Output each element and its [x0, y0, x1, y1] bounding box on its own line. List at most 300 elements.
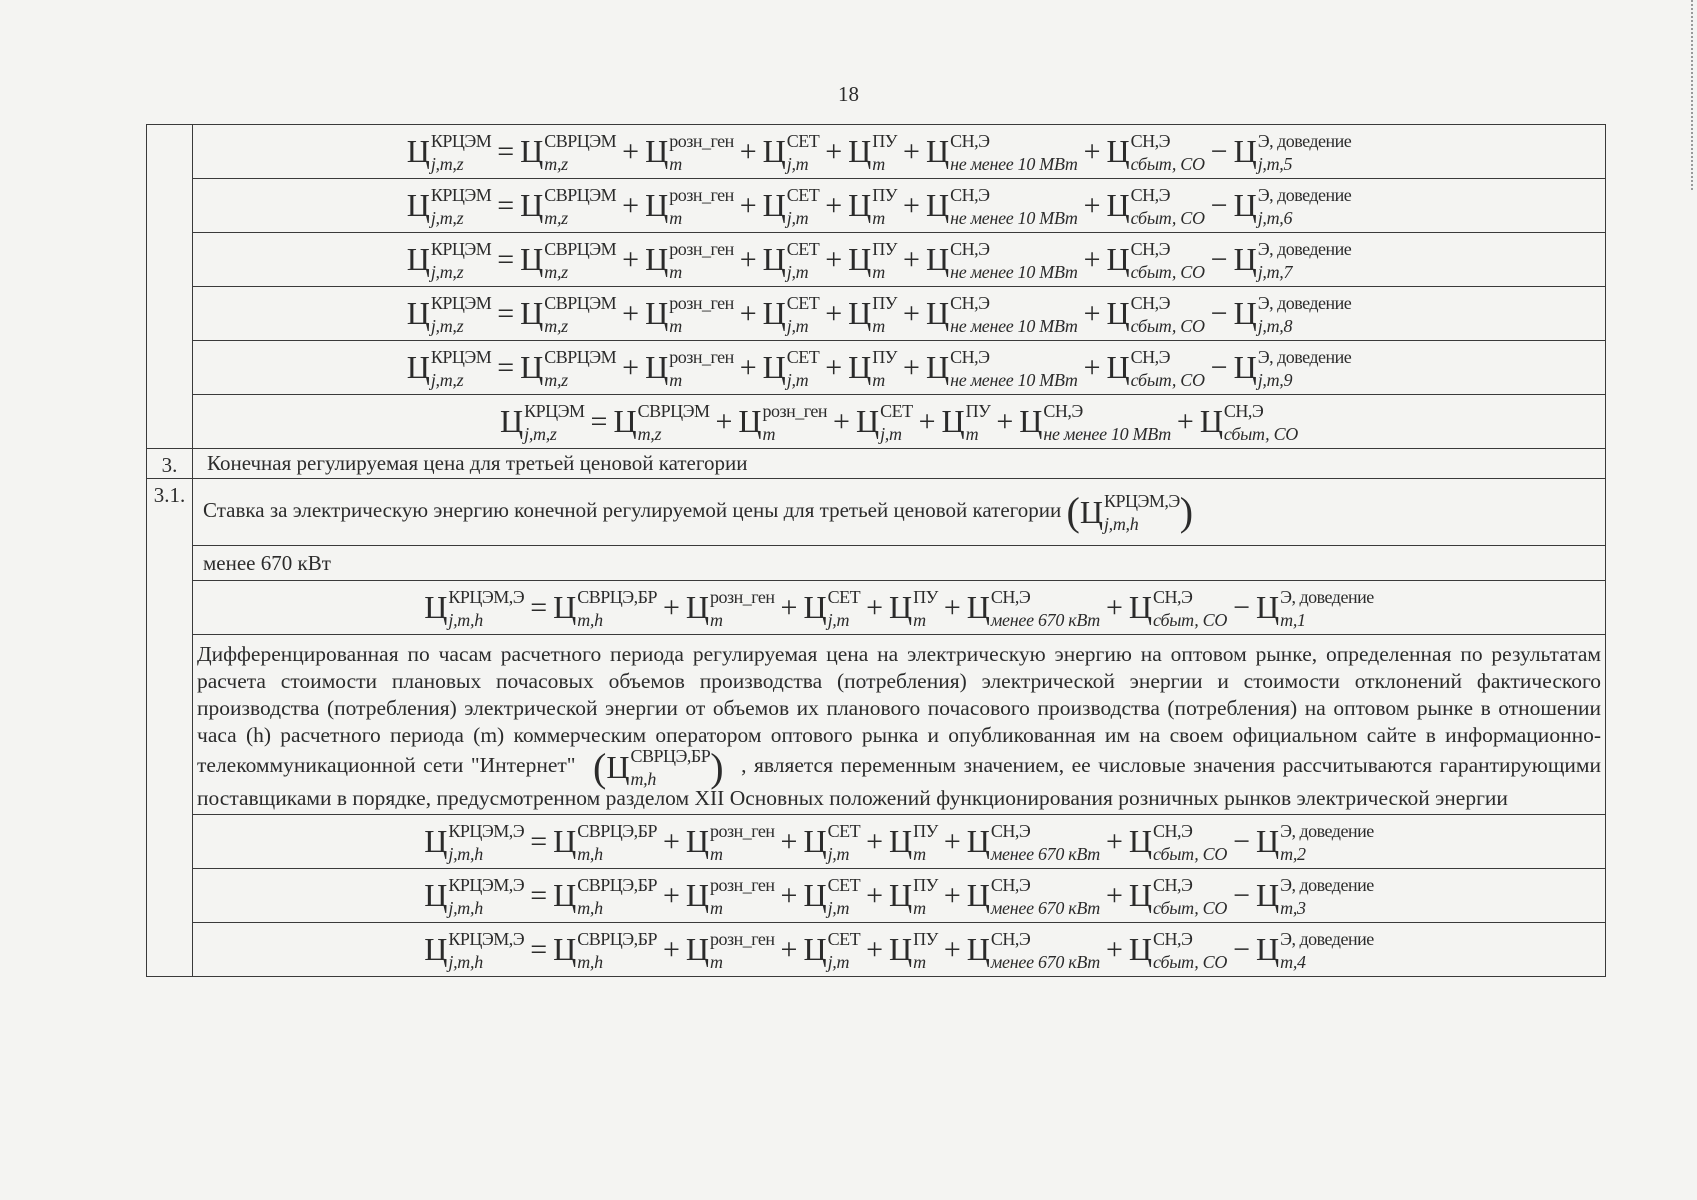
term-subscript: j,m,9 — [1257, 369, 1293, 390]
term-base: Ц — [685, 589, 710, 626]
term-base: Ц — [645, 241, 669, 277]
formula-row — [147, 341, 1606, 395]
operator: + — [1106, 590, 1123, 624]
formula-h3 — [193, 874, 1605, 918]
operator: + — [739, 134, 757, 168]
term-base: Ц — [685, 931, 710, 968]
formula-term — [553, 928, 657, 972]
formula-term — [520, 292, 617, 336]
paragraph-cell — [193, 635, 1606, 815]
term-base: Ц — [803, 931, 827, 968]
formula-term — [1128, 820, 1228, 864]
operator: + — [833, 404, 850, 438]
formula-row — [147, 395, 1606, 449]
term-base: Ц — [1128, 877, 1153, 914]
term-base: Ц — [1256, 823, 1280, 860]
operator: − — [1233, 878, 1251, 912]
term-subscript: менее 670 кВт — [990, 609, 1100, 630]
term-subscript: m — [669, 369, 682, 390]
operator: + — [1106, 824, 1123, 858]
term-base: Ц — [925, 133, 950, 169]
term-base: Ц — [762, 187, 786, 223]
formula-h2 — [193, 820, 1605, 864]
formula-term — [1233, 238, 1352, 282]
operator: = — [497, 242, 515, 276]
formula-term — [1256, 586, 1374, 630]
term-base: Ц — [406, 295, 430, 331]
formula-term — [1128, 586, 1228, 630]
term-superscript: СН,Э — [1153, 928, 1193, 949]
term-superscript: розн_ген — [762, 400, 828, 421]
term-superscript: СН,Э — [950, 346, 990, 367]
term-base: Ц — [500, 403, 524, 439]
term-subscript: j,m — [827, 609, 850, 630]
formula-cell — [193, 287, 1606, 341]
operator: + — [1083, 242, 1101, 276]
operator: + — [1083, 296, 1101, 330]
term-subscript: j,m,z — [524, 423, 557, 444]
term-superscript: СВРЦЭМ — [544, 292, 617, 313]
less-670-label: менее 670 кВт — [193, 546, 1606, 581]
term-superscript: СН,Э — [1043, 400, 1083, 421]
formula-term — [645, 346, 734, 390]
term-subscript: j,m — [786, 207, 809, 228]
term-subscript: m,z — [544, 207, 568, 228]
paragraph-text-before: Дифференцированная по часам расчетного периода регулируемая цена на электрическую энергию на оптовом рынке, определенная по результатам расчета стоимости плановых почасовых объемов производства (потребления) электрической энергии и стоимости отклонений фактического производства (потребления) электрической энергии от объемов их планового почасового производства (потребления) на оптовом рынке в отношении часа (h) расчетного периода (m) коммерческим оператором оптового рынка и опубликованная им на своем официальном сайте в информационно-телекоммуникационной сети "Интернет" — [197, 642, 1601, 778]
term-superscript: СВРЦЭ,БР — [577, 820, 657, 841]
term-base: Ц — [888, 877, 913, 914]
term-base: Ц — [406, 187, 430, 223]
operator: + — [622, 188, 640, 222]
term-base: Ц — [855, 403, 880, 439]
term-base: Ц — [424, 931, 448, 968]
term-superscript: Э, доведение — [1257, 292, 1352, 313]
operator: = — [590, 404, 608, 438]
formula-term — [685, 928, 775, 972]
formula-term — [685, 874, 775, 918]
term-base: Ц — [803, 877, 827, 914]
term-superscript: розн_ген — [669, 130, 734, 151]
formula-term — [645, 184, 734, 228]
term-subscript: m — [710, 843, 723, 864]
subsection-title-cell — [193, 479, 1606, 546]
formula-term — [1019, 400, 1171, 444]
formula-term — [762, 184, 820, 228]
operator: = — [497, 296, 515, 330]
term-superscript: СН,Э — [1223, 400, 1264, 421]
formula-row — [147, 287, 1606, 341]
term-superscript: розн_ген — [710, 928, 775, 949]
formula-term — [685, 586, 775, 630]
term-subscript: сбыт, СО — [1130, 261, 1205, 282]
formula-h4 — [193, 928, 1605, 972]
term-superscript: СН,Э — [950, 130, 990, 151]
term-superscript: КРЦЭМ — [430, 130, 492, 151]
term-superscript: СВРЦЭМ — [544, 130, 617, 151]
operator: + — [825, 350, 843, 384]
term-base: Ц — [1106, 295, 1130, 331]
term-base: Ц — [1106, 187, 1130, 223]
term-subscript: сбыт, СО — [1153, 843, 1228, 864]
term-superscript: СН,Э — [990, 928, 1031, 949]
term-subscript: m — [872, 207, 885, 228]
term-subscript: m — [872, 153, 885, 174]
term-subscript: m,z — [544, 153, 568, 174]
formula-term — [762, 346, 820, 390]
formula-term — [848, 346, 898, 390]
operator: + — [903, 296, 920, 330]
term-base: Ц — [803, 589, 827, 626]
term-base: Ц — [925, 295, 950, 331]
term-base: Ц — [848, 349, 872, 385]
operator: + — [866, 824, 883, 858]
term-base: Ц — [1128, 823, 1153, 860]
formula-term — [520, 238, 617, 282]
term-subscript: m,z — [637, 423, 662, 444]
formula-term — [925, 130, 1078, 174]
formula-term — [966, 874, 1100, 918]
operator: + — [1106, 932, 1123, 966]
term-base: Ц — [1199, 403, 1223, 439]
term-superscript: розн_ген — [710, 874, 775, 895]
term-base: Ц — [888, 589, 913, 626]
formula-term — [553, 820, 657, 864]
term-base: Ц — [520, 241, 544, 277]
formula-term — [424, 874, 525, 918]
formula-term — [966, 820, 1100, 864]
term-subscript: сбыт, СО — [1223, 423, 1298, 444]
operator: + — [739, 296, 757, 330]
term-superscript: розн_ген — [669, 346, 734, 367]
operator: − — [1233, 824, 1251, 858]
term-subscript: j,m,h — [448, 843, 483, 864]
term-subscript: m,3 — [1280, 897, 1306, 918]
term-base: Ц — [1233, 349, 1257, 385]
operator: + — [903, 134, 920, 168]
formula-term — [520, 184, 617, 228]
term-superscript: СЕТ — [880, 400, 913, 421]
formula-term — [738, 400, 828, 444]
term-superscript: КРЦЭМ,Э — [448, 928, 525, 949]
term-base: Ц — [645, 349, 669, 385]
term-superscript: СЕТ — [786, 238, 820, 259]
term-base: Ц — [966, 931, 990, 968]
operator: + — [866, 878, 883, 912]
paragraph-symbol: ( Ц СВРЦЭ,БР m,h ) — [593, 744, 724, 790]
operator: + — [780, 932, 798, 966]
term-base: Ц — [966, 823, 990, 860]
term-subscript: m — [669, 261, 682, 282]
operator: + — [996, 404, 1014, 438]
term-superscript: СВРЦЭМ — [637, 400, 710, 421]
term-subscript: m,h — [577, 951, 603, 972]
term-base: Ц — [1106, 349, 1130, 385]
term-superscript: Э, доведение — [1257, 184, 1352, 205]
term-subscript: j,m,h — [448, 951, 483, 972]
term-superscript: СН,Э — [990, 820, 1031, 841]
formula-term — [803, 874, 861, 918]
term-superscript: СЕТ — [827, 928, 861, 949]
operator: − — [1233, 590, 1251, 624]
term-base: Ц — [645, 133, 669, 169]
operator: − — [1233, 932, 1251, 966]
term-superscript: СЕТ — [786, 130, 820, 151]
term-superscript: СЕТ — [827, 586, 861, 607]
term-base: Ц — [888, 931, 913, 968]
term-subscript: сбыт, СО — [1153, 951, 1228, 972]
term-subscript: j,m,h — [448, 897, 483, 918]
operator: + — [903, 242, 920, 276]
term-base: Ц — [762, 349, 786, 385]
tariff-table — [146, 124, 1606, 977]
term-subscript: j,m,z — [430, 153, 464, 174]
term-subscript: не менее 10 МВт — [1043, 423, 1171, 444]
operator: + — [662, 932, 680, 966]
formula-cell — [193, 341, 1606, 395]
formula-cell — [193, 869, 1606, 923]
operator: + — [780, 824, 798, 858]
operator: = — [497, 350, 515, 384]
term-superscript: ПУ — [872, 184, 898, 205]
term-superscript: Э, доведение — [1280, 586, 1374, 607]
formula-term — [553, 586, 657, 630]
formula-term — [685, 820, 775, 864]
term-base: Ц — [1256, 589, 1280, 626]
term-base: Ц — [685, 877, 710, 914]
formula-term — [1128, 874, 1228, 918]
term-superscript: СВРЦЭМ — [544, 184, 617, 205]
formula-term — [941, 400, 991, 444]
formula-term — [406, 238, 492, 282]
term-subscript: j,m,z — [430, 207, 464, 228]
formula-term — [520, 346, 617, 390]
term-base: Ц — [925, 349, 950, 385]
formula-cell — [193, 815, 1606, 869]
term-superscript: розн_ген — [669, 292, 734, 313]
formula-term — [966, 586, 1100, 630]
term-subscript: сбыт, СО — [1153, 897, 1228, 918]
operator: = — [497, 134, 515, 168]
section-title: Конечная регулируемая цена для третьей ценовой категории — [193, 449, 1606, 479]
term-base: Ц — [848, 187, 872, 223]
term-subscript: m,z — [544, 261, 568, 282]
term-superscript: СН,Э — [1130, 238, 1170, 259]
term-superscript: ПУ — [872, 238, 898, 259]
operator: + — [739, 242, 757, 276]
term-subscript: m — [872, 315, 885, 336]
term-superscript: Э, доведение — [1257, 346, 1352, 367]
term-superscript: СЕТ — [827, 820, 861, 841]
formula-row — [147, 233, 1606, 287]
term-subscript: m — [762, 423, 776, 444]
term-superscript: СЕТ — [827, 874, 861, 895]
operator: + — [903, 188, 920, 222]
formula-term — [613, 400, 710, 444]
term-superscript: СЕТ — [786, 346, 820, 367]
term-subscript: не менее 10 МВт — [950, 315, 1078, 336]
operator: + — [918, 404, 936, 438]
term-base: Ц — [424, 877, 448, 914]
formula-term — [855, 400, 913, 444]
formula-cell — [193, 923, 1606, 977]
term-superscript: СЕТ — [786, 292, 820, 313]
term-subscript: не менее 10 МВт — [950, 369, 1078, 390]
term-superscript: СН,Э — [950, 184, 990, 205]
term-base: Ц — [738, 403, 762, 439]
formula-z — [153, 130, 1605, 174]
description-paragraph — [193, 635, 1605, 814]
term-subscript: m — [669, 315, 682, 336]
term-subscript: j,m — [880, 423, 902, 444]
operator: − — [1210, 296, 1228, 330]
operator: − — [1210, 242, 1228, 276]
term-superscript: СН,Э — [990, 586, 1031, 607]
term-subscript: m — [669, 207, 682, 228]
operator: + — [825, 134, 843, 168]
term-superscript: Э, доведение — [1280, 928, 1374, 949]
term-superscript: Э, доведение — [1280, 874, 1374, 895]
operator: = — [497, 188, 515, 222]
formula-term — [1233, 346, 1352, 390]
operator: + — [825, 242, 843, 276]
term-base: Ц — [424, 823, 448, 860]
formula-term — [848, 238, 898, 282]
operator: + — [622, 242, 640, 276]
term-superscript: СН,Э — [1153, 874, 1193, 895]
term-superscript: КРЦЭМ,Э — [448, 820, 525, 841]
operator: + — [1106, 878, 1123, 912]
operator: + — [825, 296, 843, 330]
term-subscript: j,m,z — [430, 261, 464, 282]
operator: + — [715, 404, 733, 438]
term-superscript: КРЦЭМ — [430, 346, 492, 367]
term-superscript: ПУ — [872, 130, 898, 151]
formula-cell — [193, 125, 1606, 179]
term-superscript: СВРЦЭ,БР — [577, 586, 657, 607]
formula-term — [406, 292, 492, 336]
term-base: Ц — [1233, 133, 1257, 169]
term-base: Ц — [520, 295, 544, 331]
term-subscript: m,z — [544, 369, 568, 390]
term-subscript: сбыт, СО — [1130, 315, 1205, 336]
term-superscript: Э, доведение — [1257, 130, 1352, 151]
formula-term — [1106, 130, 1205, 174]
subsection-title: Ставка за электрическую энергию конечной регулируемой цены для третьей ценовой категории — [203, 497, 1062, 522]
empty-number-cell — [147, 125, 193, 449]
term-subscript: j,m — [786, 261, 809, 282]
formula-term — [406, 130, 492, 174]
term-subscript: j,m,5 — [1257, 153, 1293, 174]
operator: = — [530, 590, 548, 624]
term-superscript: КРЦЭМ — [430, 238, 492, 259]
formula-term — [406, 184, 492, 228]
operator: + — [1083, 134, 1101, 168]
term-subscript: m,h — [577, 897, 603, 918]
term-subscript: m — [965, 423, 979, 444]
operator: + — [1083, 350, 1101, 384]
term-base: Ц — [1233, 295, 1257, 331]
term-base: Ц — [925, 187, 950, 223]
term-subscript: не менее 10 МВт — [950, 153, 1078, 174]
operator: + — [903, 350, 920, 384]
term-subscript: m,2 — [1280, 843, 1306, 864]
term-subscript: m — [669, 153, 682, 174]
term-base: Ц — [925, 241, 950, 277]
formula-term — [645, 130, 734, 174]
formula-term — [848, 130, 898, 174]
formula-term — [1233, 184, 1352, 228]
formula-term — [888, 874, 938, 918]
term-subscript: m — [913, 897, 926, 918]
term-superscript: СЕТ — [786, 184, 820, 205]
formula-cell — [193, 581, 1606, 635]
term-base: Ц — [645, 295, 669, 331]
term-base: Ц — [941, 403, 965, 439]
formula-term — [1256, 820, 1374, 864]
term-superscript: СВРЦЭМ — [544, 238, 617, 259]
formula-term — [1106, 346, 1205, 390]
formula-term — [888, 586, 938, 630]
formula-term — [553, 874, 657, 918]
term-subscript: сбыт, СО — [1153, 609, 1228, 630]
formula-z — [153, 184, 1605, 228]
formula-term — [1106, 184, 1205, 228]
term-base: Ц — [553, 823, 577, 860]
term-base: Ц — [685, 823, 710, 860]
formula-term — [424, 928, 525, 972]
term-base: Ц — [553, 877, 577, 914]
term-subscript: m,4 — [1280, 951, 1306, 972]
term-base: Ц — [1106, 133, 1130, 169]
formula-h1 — [193, 586, 1605, 630]
operator: + — [1083, 188, 1101, 222]
term-base: Ц — [762, 241, 786, 277]
operator: + — [622, 134, 640, 168]
operator: + — [943, 878, 961, 912]
term-superscript: ПУ — [913, 820, 938, 841]
formula-term — [1106, 238, 1205, 282]
formula-term — [803, 820, 861, 864]
term-subscript: j,m,z — [430, 369, 464, 390]
term-base: Ц — [803, 823, 827, 860]
operator: + — [662, 824, 680, 858]
term-subscript: j,m,h — [448, 609, 483, 630]
formula-term — [1199, 400, 1298, 444]
formula-term — [848, 292, 898, 336]
formula-term — [762, 130, 820, 174]
term-base: Ц — [424, 589, 448, 626]
term-subscript: m,z — [544, 315, 568, 336]
term-superscript: ПУ — [913, 874, 938, 895]
term-superscript: КРЦЭМ,Э — [448, 874, 525, 895]
term-subscript: сбыт, СО — [1130, 369, 1205, 390]
term-superscript: СН,Э — [1130, 184, 1170, 205]
term-subscript: m — [913, 843, 926, 864]
term-base: Ц — [848, 241, 872, 277]
operator: + — [825, 188, 843, 222]
term-base: Ц — [553, 589, 577, 626]
term-subscript: менее 670 кВт — [990, 843, 1100, 864]
term-base: Ц — [645, 187, 669, 223]
formula-term — [1233, 130, 1352, 174]
term-base: Ц — [553, 931, 577, 968]
term-subscript: m — [710, 609, 723, 630]
term-subscript: j,m — [786, 153, 809, 174]
term-subscript: m,h — [577, 609, 603, 630]
term-base: Ц — [1256, 931, 1280, 968]
term-base: Ц — [888, 823, 913, 860]
term-superscript: КРЦЭМ — [430, 184, 492, 205]
